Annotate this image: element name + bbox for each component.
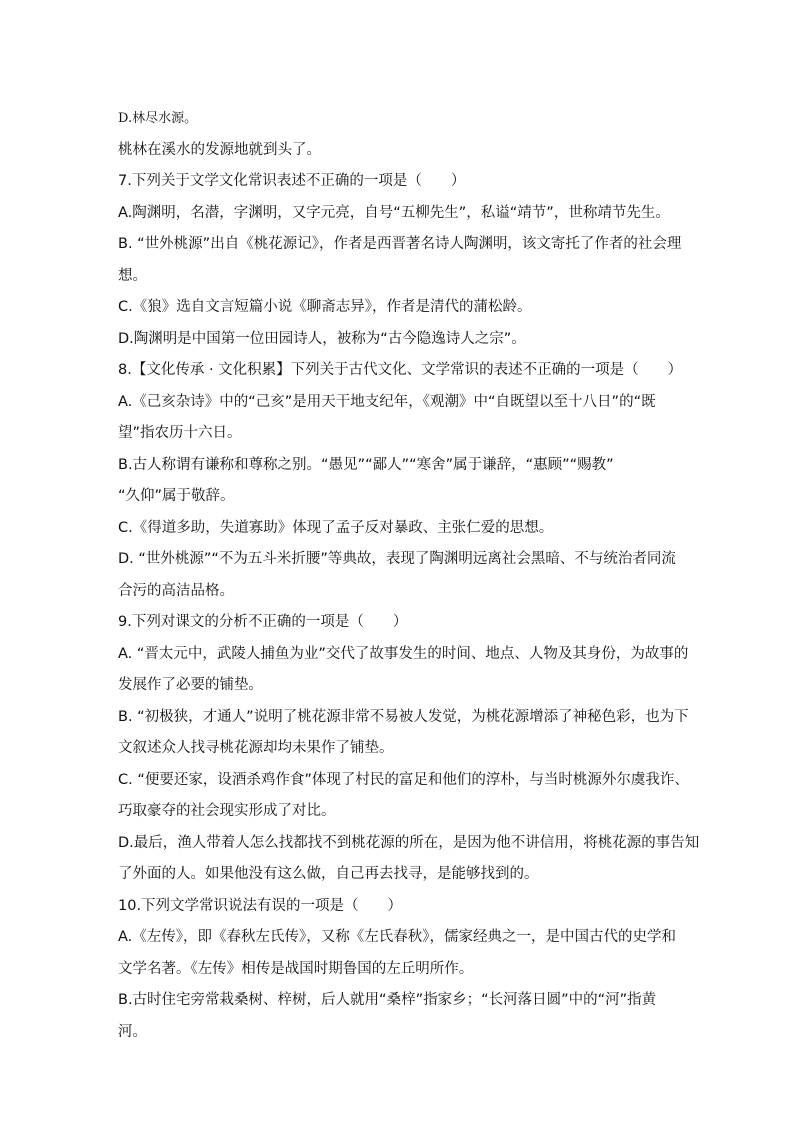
option-d-line: D.林尽水源。	[118, 111, 198, 126]
explanation-line: 桃林在溪水的发源地就到头了。	[118, 141, 321, 158]
question-8-stem: 8.【文化传承 · 文化积累】下列关于古代文化、文学常识的表述不正确的一项是（ ）	[118, 362, 683, 378]
question-7-stem: 7.下列关于文学文化常识表述不正确的一项是（ ）	[118, 173, 466, 189]
question-9-option-b: B. “初极狭，才通人”说明了桃花源非常不易被人发觉，为桃花源增添了神秘色彩，也为下	[118, 708, 689, 725]
question-10-option-b-cont: 河。	[118, 1023, 147, 1040]
question-10-option-a-cont: 文学名著。《左传》相传是战国时期鲁国的左丘明所作。	[118, 960, 474, 977]
question-9-option-d-cont: 了外面的人。如果他没有这么做，自己再去找寻，是能够找到的。	[118, 866, 539, 882]
question-9-option-a-cont: 发展作了必要的铺垫。	[118, 677, 263, 693]
question-10-option-b: B.古时住宅旁常栽桑树、梓树，后人就用“桑梓”指家乡；“长河落日圆”中的“河”指黄	[118, 992, 657, 1008]
question-9-option-d: D.最后，渔人带着人怎么找都找不到桃花源的所在，是因为他不讲信用，将桃花源的事告知	[118, 834, 700, 851]
question-8-option-a: A.《己亥杂诗》中的“己亥”是用天干地支纪年，《观潮》中“自既望以至十八日”的“既	[118, 393, 656, 410]
question-10-stem: 10.下列文学常识说法有误的一项是（ ）	[118, 897, 403, 914]
question-7-option-b: B. “世外桃源”出自《桃花源记》，作者是西晋著名诗人陶渊明，该文寄托了作者的社会理	[118, 236, 682, 252]
question-7-option-a: A.陶渊明，名潜，字渊明，又字元亮，自号“五柳先生”，私谥“靖节”，世称靖节先生。	[118, 204, 670, 221]
question-8-option-b: B.古人称谓有谦称和尊称之别。“愚见”“鄙人”“寒舍”属于谦辞，“惠顾”“赐教”	[118, 456, 614, 473]
question-9-option-b-cont: 文叙述众人找寻桃花源却均未果作了铺垫。	[118, 740, 394, 756]
document-body	[118, 103, 700, 1048]
question-9-option-c-cont: 巧取豪夺的社会现实形成了对比。	[118, 803, 336, 819]
question-7-option-b-cont: 想。	[118, 267, 147, 284]
question-8-option-b-cont: “久仰”属于敬辞。	[118, 488, 235, 504]
question-9-option-c: C. “便要还家，设酒杀鸡作食”体现了村民的富足和他们的淳朴，与当时桃源外尔虞我诈、	[118, 771, 689, 788]
question-7-option-d: D.陶渊明是中国第一位田园诗人，被称为“古今隐逸诗人之宗”。	[118, 330, 526, 347]
question-8-option-c: C.《得道多助，失道寡助》体现了孟子反对暴政、主张仁爱的思想。	[118, 519, 554, 536]
question-7-option-c: C.《狼》选自文言短篇小说《聊斋志异》，作者是清代的蒲松龄。	[118, 299, 532, 315]
question-8-option-d-cont: 合污的高洁品格。	[118, 582, 234, 599]
question-10-option-a: A.《左传》，即《春秋左氏传》，又称《左氏春秋》，儒家经典之一，是中国古代的史学和	[118, 929, 677, 945]
question-8-option-d: D. “世外桃源”“不为五斗米折腰”等典故，表现了陶渊明远离社会黑暗、不与统治者同流	[118, 551, 676, 567]
question-9-stem: 9.下列对课文的分析不正确的一项是（ ）	[118, 614, 408, 630]
question-9-option-a: A. “晋太元中，武陵人捕鱼为业”交代了故事发生的时间、地点、人物及其身份，为故事的	[118, 645, 689, 662]
question-8-option-a-cont: 望”指农历十六日。	[118, 425, 242, 441]
